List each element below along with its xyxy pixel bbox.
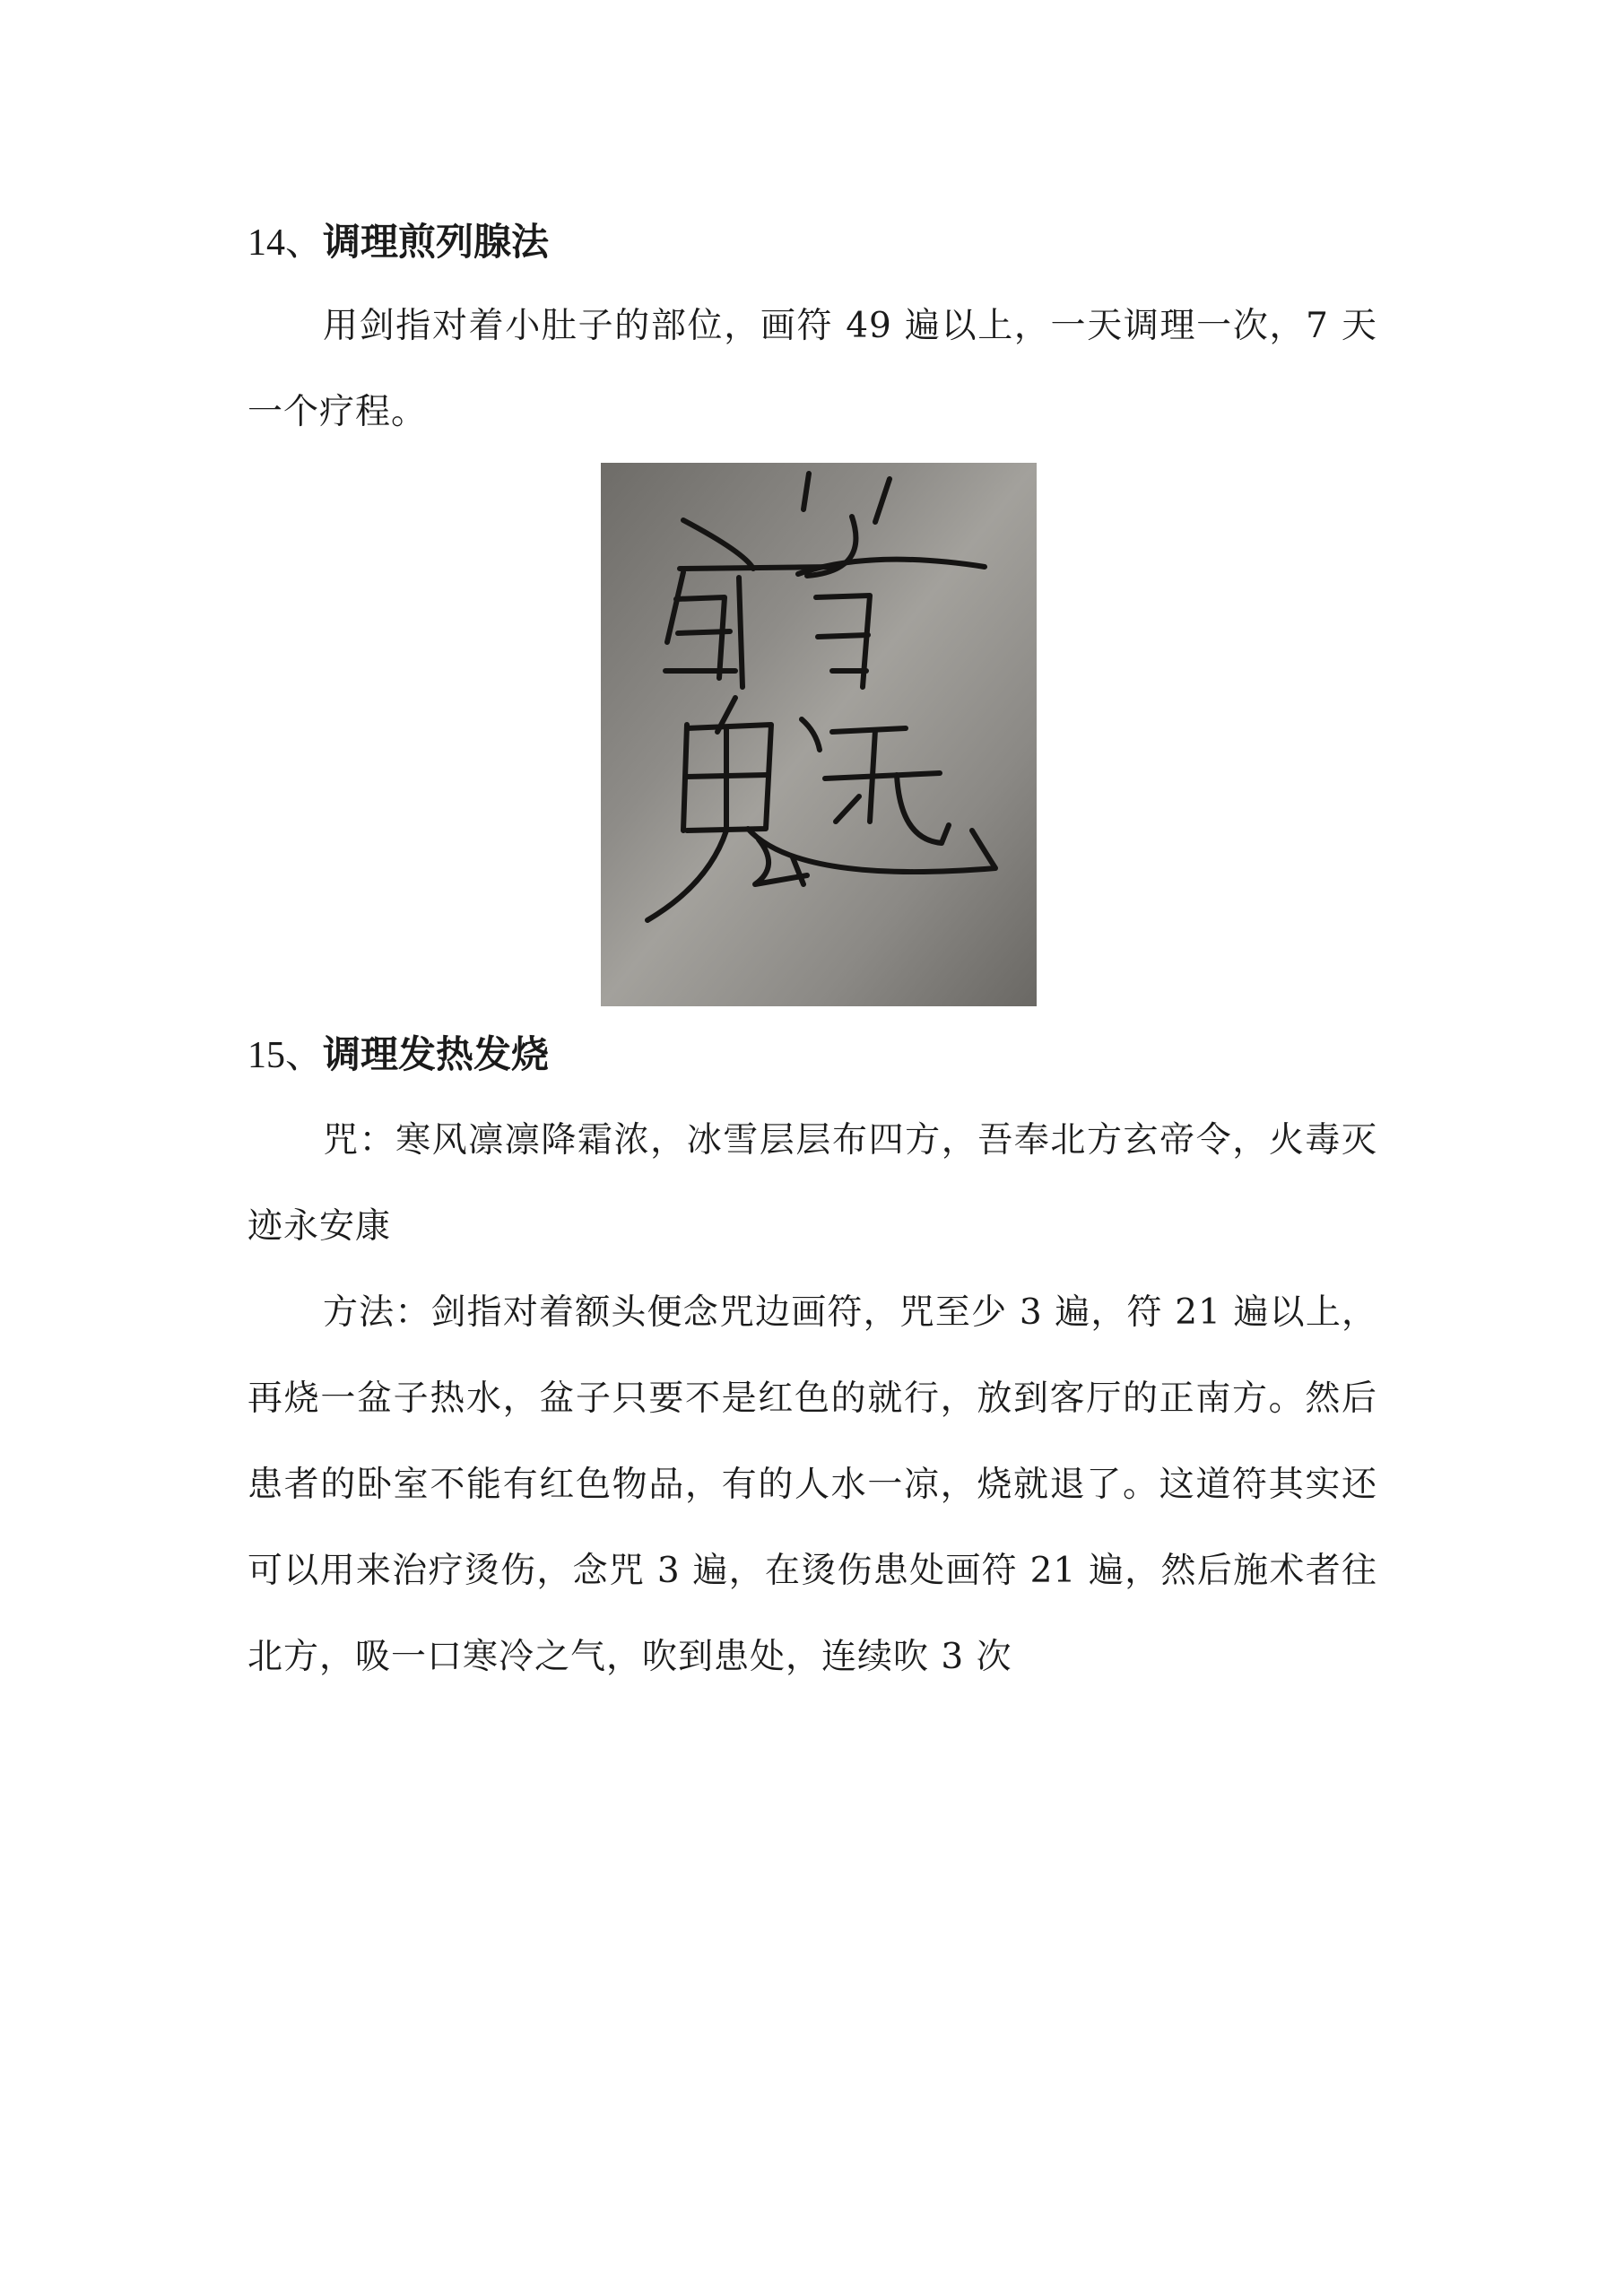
- section-15-number: 15、: [248, 1035, 324, 1076]
- section-14-number: 14、: [248, 222, 324, 264]
- section-14-heading: [248, 217, 549, 268]
- section-15-method: 方法：剑指对着额头便念咒边画符，咒至少 3 遍，符 21 遍以上，再烧一盆子热水，盆子只要不是红色的就行，放到客厅的正南方。然后患者的卧室不能有红色物品，有的人水一凉，烧就退了。这道符其实还可以用来治疗烫伤，念咒 3 遍，在烫伤患处画符 21 遍，然后施术者往北方，吸一口寒冷之气，吹到患处，连续吹 3 次: [248, 1292, 1377, 1677]
- talisman-drawing: [601, 463, 1037, 1006]
- section-14-paragraph: 用剑指对着小肚子的部位，画符 49 遍以上，一天调理一次，7 天一个疗程。: [248, 306, 1377, 432]
- section-14-title: 调理煎列腺法: [323, 220, 550, 264]
- section-15-title: 调理发热发烧: [323, 1032, 550, 1076]
- section-15-incantation: 咒：寒风凛凛降霜浓，冰雪层层布四方，吾奉北方玄帝令，火毒灭迹永安康: [248, 1120, 1377, 1247]
- talisman-photo: [601, 463, 1037, 1006]
- section-15-heading: [248, 1030, 549, 1081]
